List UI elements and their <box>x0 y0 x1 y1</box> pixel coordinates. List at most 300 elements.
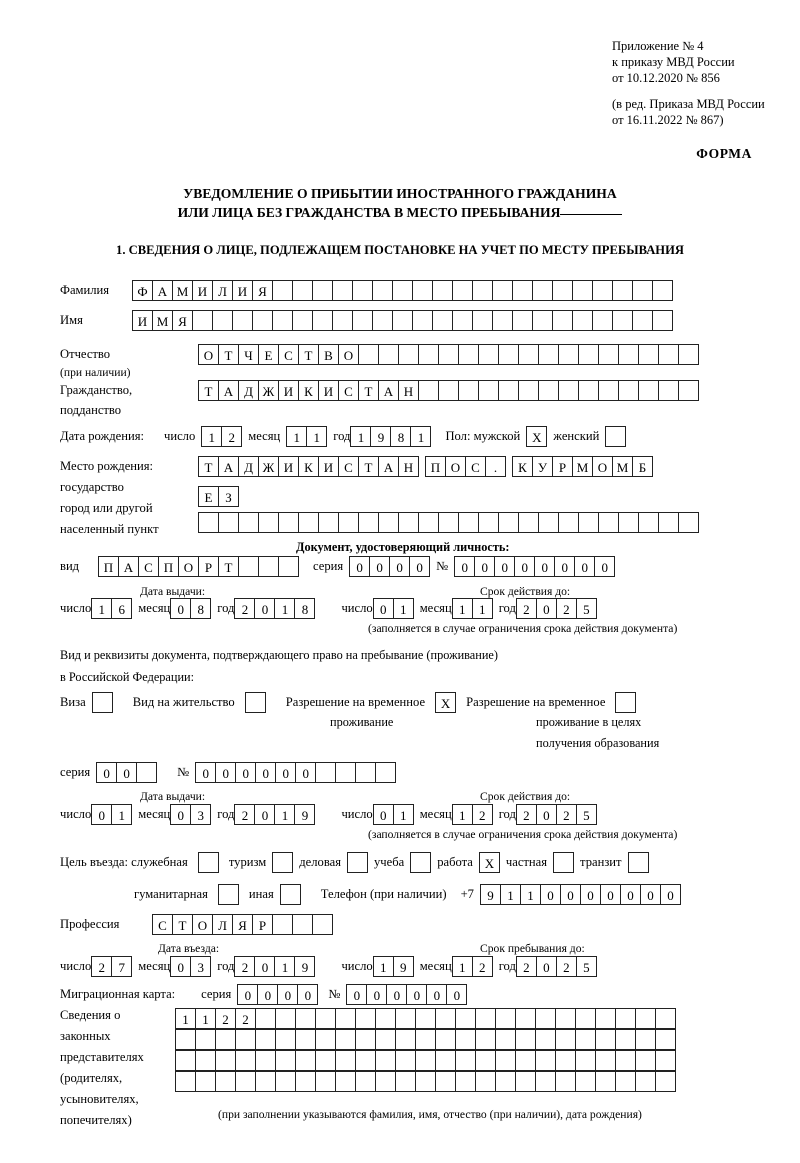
char-cell[interactable]: П <box>425 456 446 477</box>
char-cell[interactable] <box>212 310 233 331</box>
char-cell[interactable]: А <box>378 380 399 401</box>
char-cell[interactable]: 9 <box>480 884 501 905</box>
char-cell[interactable] <box>415 1029 436 1050</box>
char-cell[interactable]: 1 <box>111 804 132 825</box>
char-cell[interactable] <box>575 1029 596 1050</box>
profession-input[interactable] <box>152 914 333 935</box>
char-cell[interactable] <box>458 380 479 401</box>
char-cell[interactable]: Ж <box>258 456 279 477</box>
char-cell[interactable] <box>315 1008 336 1029</box>
purpose-other-checkbox[interactable] <box>280 884 301 905</box>
char-cell[interactable] <box>615 1050 636 1071</box>
char-cell[interactable] <box>295 1029 316 1050</box>
char-cell[interactable] <box>136 762 157 783</box>
char-cell[interactable] <box>375 762 396 783</box>
char-cell[interactable]: Л <box>212 914 233 935</box>
char-cell[interactable] <box>592 310 613 331</box>
char-cell[interactable]: 0 <box>514 556 535 577</box>
char-cell[interactable]: 0 <box>373 804 394 825</box>
char-cell[interactable]: 2 <box>472 956 493 977</box>
char-cell[interactable]: 3 <box>190 956 211 977</box>
char-cell[interactable]: Я <box>232 914 253 935</box>
char-cell[interactable]: У <box>532 456 553 477</box>
purpose-transit-checkbox[interactable] <box>628 852 649 873</box>
legal-rep-input-3[interactable] <box>175 1050 676 1071</box>
char-cell[interactable] <box>312 310 333 331</box>
char-cell[interactable] <box>632 280 653 301</box>
char-cell[interactable]: 0 <box>215 762 236 783</box>
char-cell[interactable] <box>315 762 336 783</box>
char-cell[interactable] <box>312 914 333 935</box>
char-cell[interactable]: 0 <box>580 884 601 905</box>
char-cell[interactable]: Т <box>358 380 379 401</box>
char-cell[interactable] <box>658 344 679 365</box>
char-cell[interactable]: О <box>192 914 213 935</box>
char-cell[interactable] <box>598 380 619 401</box>
char-cell[interactable]: Ж <box>258 380 279 401</box>
char-cell[interactable]: И <box>318 456 339 477</box>
purpose-study-checkbox[interactable] <box>410 852 431 873</box>
char-cell[interactable] <box>355 1008 376 1029</box>
char-cell[interactable]: 1 <box>393 598 414 619</box>
char-cell[interactable]: Я <box>252 280 273 301</box>
birthplace-city-input-3[interactable] <box>198 486 239 507</box>
char-cell[interactable] <box>418 380 439 401</box>
citizenship-input[interactable] <box>198 380 699 401</box>
char-cell[interactable] <box>175 1050 196 1071</box>
char-cell[interactable] <box>338 512 359 533</box>
char-cell[interactable]: М <box>612 456 633 477</box>
residence-permit-checkbox[interactable] <box>245 692 266 713</box>
char-cell[interactable] <box>395 1029 416 1050</box>
char-cell[interactable] <box>395 1071 416 1092</box>
char-cell[interactable] <box>438 380 459 401</box>
char-cell[interactable] <box>555 1008 576 1029</box>
char-cell[interactable] <box>572 280 593 301</box>
char-cell[interactable] <box>495 1071 516 1092</box>
char-cell[interactable] <box>555 1029 576 1050</box>
char-cell[interactable]: 0 <box>534 556 555 577</box>
char-cell[interactable]: 0 <box>349 556 370 577</box>
char-cell[interactable] <box>515 1029 536 1050</box>
char-cell[interactable]: П <box>98 556 119 577</box>
char-cell[interactable]: О <box>178 556 199 577</box>
char-cell[interactable] <box>615 1008 636 1029</box>
char-cell[interactable] <box>618 380 639 401</box>
char-cell[interactable]: 0 <box>540 884 561 905</box>
char-cell[interactable] <box>558 344 579 365</box>
char-cell[interactable] <box>598 344 619 365</box>
stay-end-year-input[interactable] <box>516 956 597 977</box>
char-cell[interactable]: Е <box>258 344 279 365</box>
char-cell[interactable]: 1 <box>410 426 431 447</box>
char-cell[interactable] <box>335 762 356 783</box>
char-cell[interactable] <box>498 512 519 533</box>
char-cell[interactable] <box>392 310 413 331</box>
char-cell[interactable]: 2 <box>215 1008 236 1029</box>
char-cell[interactable] <box>635 1071 656 1092</box>
char-cell[interactable] <box>352 280 373 301</box>
char-cell[interactable] <box>315 1029 336 1050</box>
char-cell[interactable]: 2 <box>234 804 255 825</box>
char-cell[interactable] <box>492 280 513 301</box>
char-cell[interactable]: 0 <box>254 804 275 825</box>
char-cell[interactable] <box>495 1029 516 1050</box>
char-cell[interactable]: Н <box>398 456 419 477</box>
stay-issue-month-input[interactable] <box>170 804 211 825</box>
sex-female-checkbox[interactable] <box>605 426 626 447</box>
char-cell[interactable] <box>272 914 293 935</box>
char-cell[interactable]: . <box>485 456 506 477</box>
char-cell[interactable]: С <box>338 380 359 401</box>
char-cell[interactable]: А <box>218 456 239 477</box>
char-cell[interactable]: Т <box>198 380 219 401</box>
stay-valid-day-input[interactable] <box>373 804 414 825</box>
char-cell[interactable] <box>255 1008 276 1029</box>
char-cell[interactable]: 1 <box>286 426 307 447</box>
legal-rep-input-4[interactable] <box>175 1071 676 1092</box>
purpose-humanitarian-checkbox[interactable] <box>218 884 239 905</box>
char-cell[interactable] <box>595 1071 616 1092</box>
char-cell[interactable]: Т <box>218 344 239 365</box>
char-cell[interactable] <box>538 380 559 401</box>
char-cell[interactable]: 2 <box>556 804 577 825</box>
stay-end-month-input[interactable] <box>452 956 493 977</box>
char-cell[interactable]: 8 <box>390 426 411 447</box>
char-cell[interactable]: 0 <box>594 556 615 577</box>
char-cell[interactable]: 0 <box>275 762 296 783</box>
char-cell[interactable] <box>275 1008 296 1029</box>
char-cell[interactable]: 2 <box>516 598 537 619</box>
char-cell[interactable]: С <box>152 914 173 935</box>
char-cell[interactable]: Р <box>552 456 573 477</box>
char-cell[interactable]: 2 <box>556 598 577 619</box>
stay-number-input[interactable] <box>195 762 396 783</box>
char-cell[interactable] <box>655 1008 676 1029</box>
char-cell[interactable] <box>472 280 493 301</box>
char-cell[interactable]: Ч <box>238 344 259 365</box>
char-cell[interactable]: И <box>232 280 253 301</box>
char-cell[interactable]: 3 <box>190 804 211 825</box>
char-cell[interactable] <box>235 1050 256 1071</box>
char-cell[interactable]: Н <box>398 380 419 401</box>
char-cell[interactable] <box>578 380 599 401</box>
char-cell[interactable] <box>275 1071 296 1092</box>
char-cell[interactable] <box>515 1071 536 1092</box>
char-cell[interactable]: 0 <box>554 556 575 577</box>
char-cell[interactable] <box>512 310 533 331</box>
char-cell[interactable] <box>195 1029 216 1050</box>
char-cell[interactable]: 0 <box>170 804 191 825</box>
char-cell[interactable] <box>515 1008 536 1029</box>
char-cell[interactable]: А <box>378 456 399 477</box>
char-cell[interactable]: Т <box>198 456 219 477</box>
char-cell[interactable] <box>355 1071 376 1092</box>
birth-day-input[interactable] <box>201 426 242 447</box>
char-cell[interactable] <box>278 512 299 533</box>
char-cell[interactable]: А <box>152 280 173 301</box>
char-cell[interactable] <box>252 310 273 331</box>
char-cell[interactable] <box>192 310 213 331</box>
char-cell[interactable] <box>498 380 519 401</box>
stay-valid-year-input[interactable] <box>516 804 597 825</box>
char-cell[interactable] <box>415 1071 436 1092</box>
char-cell[interactable] <box>432 310 453 331</box>
char-cell[interactable] <box>612 310 633 331</box>
char-cell[interactable] <box>375 1029 396 1050</box>
birthplace-city-input-2[interactable] <box>512 456 653 477</box>
char-cell[interactable] <box>515 1050 536 1071</box>
char-cell[interactable] <box>295 1008 316 1029</box>
char-cell[interactable] <box>555 1071 576 1092</box>
char-cell[interactable]: 1 <box>274 598 295 619</box>
char-cell[interactable]: 0 <box>454 556 475 577</box>
char-cell[interactable] <box>418 512 439 533</box>
char-cell[interactable]: 0 <box>560 884 581 905</box>
char-cell[interactable]: 6 <box>111 598 132 619</box>
char-cell[interactable]: З <box>218 486 239 507</box>
birth-month-input[interactable] <box>286 426 327 447</box>
char-cell[interactable] <box>575 1050 596 1071</box>
char-cell[interactable]: 1 <box>274 956 295 977</box>
char-cell[interactable] <box>435 1008 456 1029</box>
char-cell[interactable]: К <box>512 456 533 477</box>
char-cell[interactable] <box>595 1008 616 1029</box>
char-cell[interactable]: 2 <box>516 804 537 825</box>
char-cell[interactable]: А <box>118 556 139 577</box>
temp-residence-checkbox[interactable]: Х <box>435 692 456 713</box>
char-cell[interactable] <box>438 344 459 365</box>
char-cell[interactable] <box>632 310 653 331</box>
char-cell[interactable] <box>455 1071 476 1092</box>
char-cell[interactable] <box>272 310 293 331</box>
doc-issue-day-input[interactable] <box>91 598 132 619</box>
birthplace-country-input[interactable] <box>198 456 419 477</box>
char-cell[interactable]: О <box>198 344 219 365</box>
char-cell[interactable]: Т <box>358 456 379 477</box>
char-cell[interactable] <box>398 512 419 533</box>
char-cell[interactable] <box>175 1071 196 1092</box>
char-cell[interactable]: 0 <box>366 984 387 1005</box>
char-cell[interactable] <box>438 512 459 533</box>
entry-year-input[interactable] <box>234 956 315 977</box>
doc-valid-year-input[interactable] <box>516 598 597 619</box>
char-cell[interactable] <box>635 1029 656 1050</box>
char-cell[interactable]: И <box>278 456 299 477</box>
char-cell[interactable] <box>218 512 239 533</box>
char-cell[interactable] <box>475 1071 496 1092</box>
char-cell[interactable] <box>452 310 473 331</box>
char-cell[interactable] <box>558 512 579 533</box>
char-cell[interactable]: 0 <box>373 598 394 619</box>
char-cell[interactable] <box>635 1008 656 1029</box>
char-cell[interactable]: 1 <box>175 1008 196 1029</box>
char-cell[interactable] <box>535 1008 556 1029</box>
char-cell[interactable]: Б <box>632 456 653 477</box>
char-cell[interactable] <box>315 1071 336 1092</box>
char-cell[interactable]: О <box>338 344 359 365</box>
char-cell[interactable]: 1 <box>472 598 493 619</box>
char-cell[interactable] <box>255 1029 276 1050</box>
purpose-private-checkbox[interactable] <box>553 852 574 873</box>
char-cell[interactable] <box>652 310 673 331</box>
char-cell[interactable]: 2 <box>472 804 493 825</box>
char-cell[interactable]: 7 <box>111 956 132 977</box>
char-cell[interactable]: 1 <box>452 956 473 977</box>
char-cell[interactable] <box>332 280 353 301</box>
surname-input[interactable] <box>132 280 673 301</box>
char-cell[interactable] <box>552 280 573 301</box>
char-cell[interactable]: 0 <box>255 762 276 783</box>
char-cell[interactable]: И <box>192 280 213 301</box>
char-cell[interactable]: 0 <box>536 956 557 977</box>
char-cell[interactable] <box>592 280 613 301</box>
char-cell[interactable] <box>555 1050 576 1071</box>
char-cell[interactable]: 0 <box>536 598 557 619</box>
char-cell[interactable] <box>595 1029 616 1050</box>
char-cell[interactable]: О <box>592 456 613 477</box>
name-input[interactable] <box>132 310 673 331</box>
char-cell[interactable] <box>495 1050 516 1071</box>
stay-issue-day-input[interactable] <box>91 804 132 825</box>
char-cell[interactable]: 1 <box>195 1008 216 1029</box>
char-cell[interactable]: 2 <box>556 956 577 977</box>
char-cell[interactable] <box>658 512 679 533</box>
char-cell[interactable] <box>495 1008 516 1029</box>
char-cell[interactable] <box>335 1071 356 1092</box>
char-cell[interactable]: И <box>132 310 153 331</box>
char-cell[interactable]: С <box>465 456 486 477</box>
char-cell[interactable] <box>475 1029 496 1050</box>
char-cell[interactable]: 0 <box>620 884 641 905</box>
char-cell[interactable] <box>535 1071 556 1092</box>
char-cell[interactable] <box>532 280 553 301</box>
char-cell[interactable] <box>538 512 559 533</box>
char-cell[interactable] <box>355 762 376 783</box>
char-cell[interactable]: М <box>572 456 593 477</box>
mc-number-input[interactable] <box>346 984 467 1005</box>
char-cell[interactable] <box>412 310 433 331</box>
char-cell[interactable]: 0 <box>426 984 447 1005</box>
char-cell[interactable] <box>512 280 533 301</box>
char-cell[interactable] <box>335 1008 356 1029</box>
char-cell[interactable]: И <box>318 380 339 401</box>
char-cell[interactable] <box>415 1008 436 1029</box>
char-cell[interactable] <box>418 344 439 365</box>
char-cell[interactable]: 0 <box>116 762 137 783</box>
char-cell[interactable]: 2 <box>235 1008 256 1029</box>
char-cell[interactable]: 0 <box>446 984 467 1005</box>
char-cell[interactable] <box>195 1071 216 1092</box>
char-cell[interactable]: 0 <box>91 804 112 825</box>
char-cell[interactable]: 0 <box>369 556 390 577</box>
visa-checkbox[interactable] <box>92 692 113 713</box>
char-cell[interactable] <box>635 1050 656 1071</box>
char-cell[interactable] <box>455 1050 476 1071</box>
char-cell[interactable]: М <box>152 310 173 331</box>
char-cell[interactable]: 0 <box>170 598 191 619</box>
char-cell[interactable] <box>532 310 553 331</box>
char-cell[interactable]: 0 <box>409 556 430 577</box>
char-cell[interactable]: Р <box>252 914 273 935</box>
purpose-service-checkbox[interactable] <box>198 852 219 873</box>
char-cell[interactable] <box>372 280 393 301</box>
char-cell[interactable]: 0 <box>170 956 191 977</box>
char-cell[interactable] <box>398 344 419 365</box>
edu-residence-checkbox[interactable] <box>615 692 636 713</box>
char-cell[interactable] <box>215 1071 236 1092</box>
char-cell[interactable]: 0 <box>277 984 298 1005</box>
char-cell[interactable]: 0 <box>235 762 256 783</box>
char-cell[interactable]: 0 <box>297 984 318 1005</box>
char-cell[interactable] <box>478 344 499 365</box>
char-cell[interactable]: 1 <box>452 804 473 825</box>
sex-male-checkbox[interactable]: Х <box>526 426 547 447</box>
doc-issue-year-input[interactable] <box>234 598 315 619</box>
char-cell[interactable] <box>235 1029 256 1050</box>
char-cell[interactable]: 0 <box>640 884 661 905</box>
char-cell[interactable] <box>275 1029 296 1050</box>
char-cell[interactable] <box>615 1029 636 1050</box>
char-cell[interactable]: 0 <box>474 556 495 577</box>
char-cell[interactable] <box>358 512 379 533</box>
char-cell[interactable]: 0 <box>386 984 407 1005</box>
phone-input[interactable] <box>480 884 681 905</box>
char-cell[interactable] <box>392 280 413 301</box>
entry-month-input[interactable] <box>170 956 211 977</box>
char-cell[interactable]: 0 <box>389 556 410 577</box>
char-cell[interactable]: 1 <box>274 804 295 825</box>
char-cell[interactable] <box>478 380 499 401</box>
char-cell[interactable] <box>298 512 319 533</box>
char-cell[interactable]: 0 <box>406 984 427 1005</box>
char-cell[interactable] <box>195 1050 216 1071</box>
char-cell[interactable] <box>232 310 253 331</box>
document-series-input[interactable] <box>349 556 430 577</box>
birthplace-city-input-1[interactable] <box>425 456 506 477</box>
char-cell[interactable]: С <box>138 556 159 577</box>
char-cell[interactable]: Т <box>218 556 239 577</box>
char-cell[interactable] <box>475 1050 496 1071</box>
char-cell[interactable] <box>518 344 539 365</box>
char-cell[interactable] <box>272 280 293 301</box>
legal-rep-input-1[interactable] <box>175 1008 676 1029</box>
stay-valid-month-input[interactable] <box>452 804 493 825</box>
char-cell[interactable] <box>378 512 399 533</box>
char-cell[interactable] <box>575 1071 596 1092</box>
char-cell[interactable]: 1 <box>201 426 222 447</box>
char-cell[interactable] <box>615 1071 636 1092</box>
char-cell[interactable] <box>458 512 479 533</box>
legal-rep-input-2[interactable] <box>175 1029 676 1050</box>
char-cell[interactable]: 9 <box>393 956 414 977</box>
char-cell[interactable] <box>655 1071 676 1092</box>
char-cell[interactable] <box>638 380 659 401</box>
char-cell[interactable]: 1 <box>393 804 414 825</box>
char-cell[interactable] <box>198 512 219 533</box>
char-cell[interactable]: Ф <box>132 280 153 301</box>
char-cell[interactable] <box>235 1071 256 1092</box>
char-cell[interactable] <box>318 512 339 533</box>
char-cell[interactable]: 5 <box>576 956 597 977</box>
char-cell[interactable] <box>375 1071 396 1092</box>
char-cell[interactable] <box>538 344 559 365</box>
char-cell[interactable]: 0 <box>254 598 275 619</box>
char-cell[interactable]: В <box>318 344 339 365</box>
char-cell[interactable] <box>255 1071 276 1092</box>
char-cell[interactable] <box>455 1008 476 1029</box>
char-cell[interactable] <box>435 1050 456 1071</box>
